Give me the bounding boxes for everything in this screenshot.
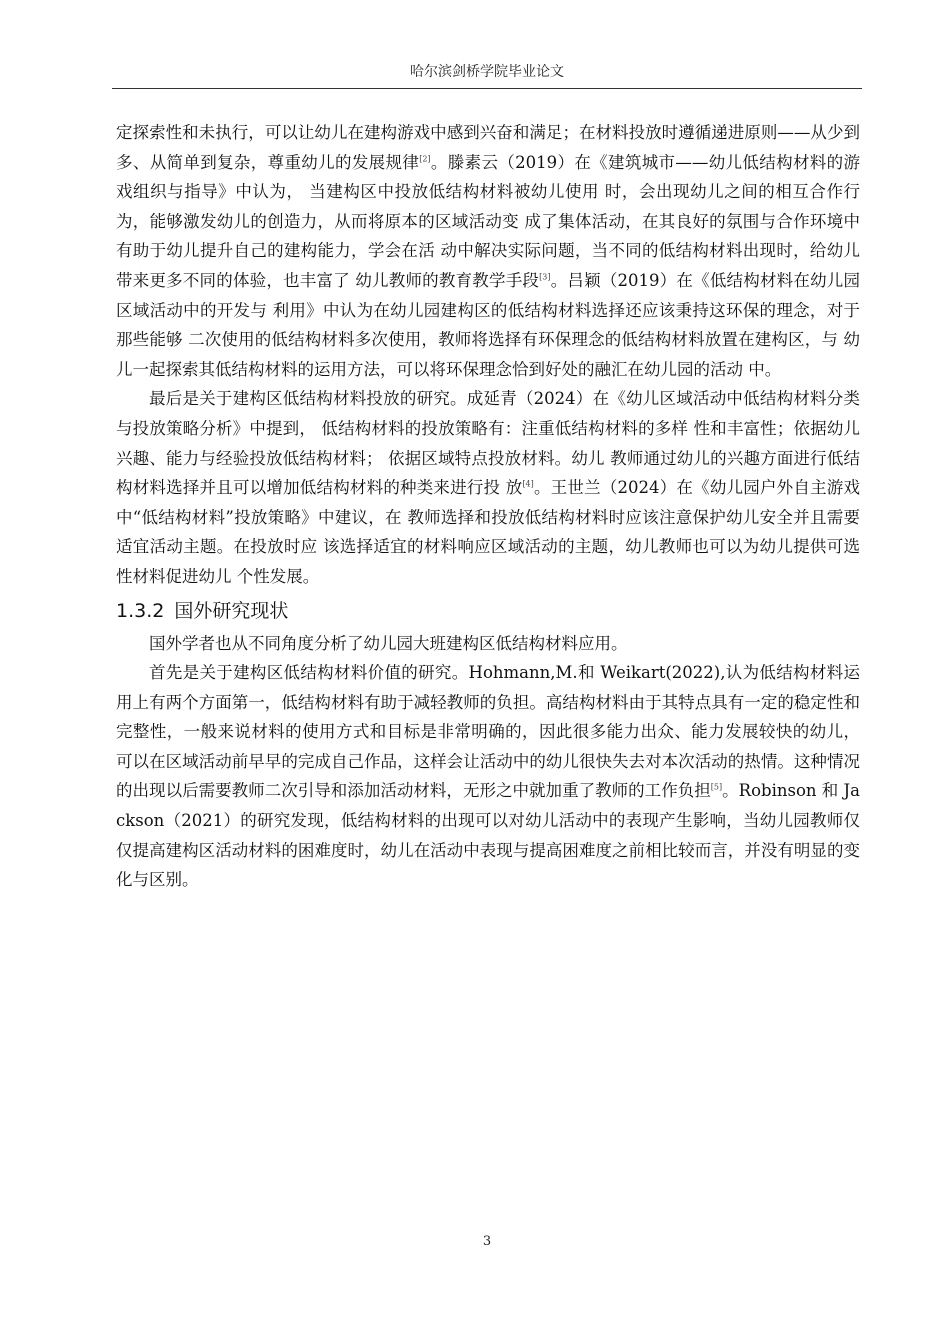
running-header: 哈尔滨剑桥学院毕业论文 <box>410 64 564 80</box>
page-number: 3 <box>482 1234 492 1249</box>
section-number: 1.3.2 <box>116 599 165 622</box>
body-paragraph-3: 国外学者也从不同角度分析了幼儿园大班建构区低结构材料应用。 <box>149 633 628 653</box>
paragraph-text: 。王世兰（2024）在《幼儿园户外自主游戏中“低结构材料”投放策略》中建议，在 教师选择和投放低结构材料时应该注意保护幼儿安全并且需要适宜活动主题。在投放时应 该选择适宜的材料响应区域活动的主题，幼儿教师也可以为幼儿提供可选性材料促进幼儿 个性发展。 <box>116 478 861 586</box>
citation-ref: [3] <box>539 272 551 282</box>
citation-ref: [5] <box>710 783 723 793</box>
citation-ref: [4] <box>522 479 534 489</box>
body-paragraph-4 <box>116 658 860 895</box>
section-heading <box>116 594 860 628</box>
page-body <box>116 118 860 895</box>
citation-ref: [2] <box>419 154 431 164</box>
paragraph-text: 最后是关于建构区低结构材料投放的研究。成延青（2024）在《幼儿区域活动中低结构材料分类与投放策略分析》中提到， 低结构材料的投放策略有：注重低结构材料的多样 性和丰富性；依据幼儿兴趣、能力与经验投放低结构材料； 依据区域特点投放材料。幼儿 教师通过幼儿的兴趣方面进行低结构材料选择并且可以增加低结构材料的种类来进行投 放 <box>116 389 860 498</box>
paragraph-text: 。Robinson 和 Jackson（2021）的研究发现，低结构材料的出现可以对幼儿活动中的表现产生影响，当幼儿园教师仅仅提高建构区活动材料的困难度时，幼儿在活动中表现与提高困难度之前相比较而言，并没有明显的变化与区别。 <box>116 781 861 890</box>
section-title: 国外研究现状 <box>174 599 289 622</box>
paragraph-text: 。滕素云（2019）在《建筑城市——幼儿低结构材料的游戏组织与指导》中认为， 当建构区中投放低结构材料被幼儿使用 时，会出现幼儿之间的相互合作行为，能够激发幼儿的创造力，从而将原本的区域活动变 成了集体活动，在其良好的氛围与合作环境中有助于幼儿提升自己的建构能力，学会在活 动中解决实际问题，当不同的低结构材料出现时，给幼儿带来更多不同的体验，也丰富了 幼儿教师的教育教学手段 <box>116 152 860 290</box>
body-paragraph-1 <box>116 118 860 384</box>
header-divider <box>112 88 862 89</box>
paragraph-text: 首先是关于建构区低结构材料价值的研究。Hohmann,M.和 Weikart(2022),认为低结构材料运用上有两个方面第一，低结构材料有助于减轻教师的负担。高结构材料由于其特点具有一定的稳定性和完整性，一般来说材料的使用方式和目标是非常明确的，因此很多能力出众、能力发展较快的幼儿， 可以在区域活动前早早的完成自己作品，这样会让活动中的幼儿很快失去对本次活动的热情。这种情况的出现以后需要教师二次引导和添加活动材料，无形之中就加重了教师的工作负担 <box>116 663 860 801</box>
paragraph-text: 定探索性和未执行，可以让幼儿在建构游戏中感到兴奋和满足；在材料投放时遵循递进原则——从少到多、从简单到复杂，尊重幼儿的发展规律 <box>116 123 860 172</box>
paragraph-text: 。吕颖（2019）在《低结构材料在幼儿园区域活动中的开发与 利用》中认为在幼儿园建构区的低结构材料选择还应该秉持这环保的理念，对于那些能够 二次使用的低结构材料多次使用，教师将选择有环保理念的低结构材料放置在建构区，与 幼儿一起探索其低结构材料的运用方法，可以将环保理念恰到好处的融汇在幼儿园的活动 中。 <box>116 270 860 379</box>
body-paragraph-2 <box>116 384 860 591</box>
